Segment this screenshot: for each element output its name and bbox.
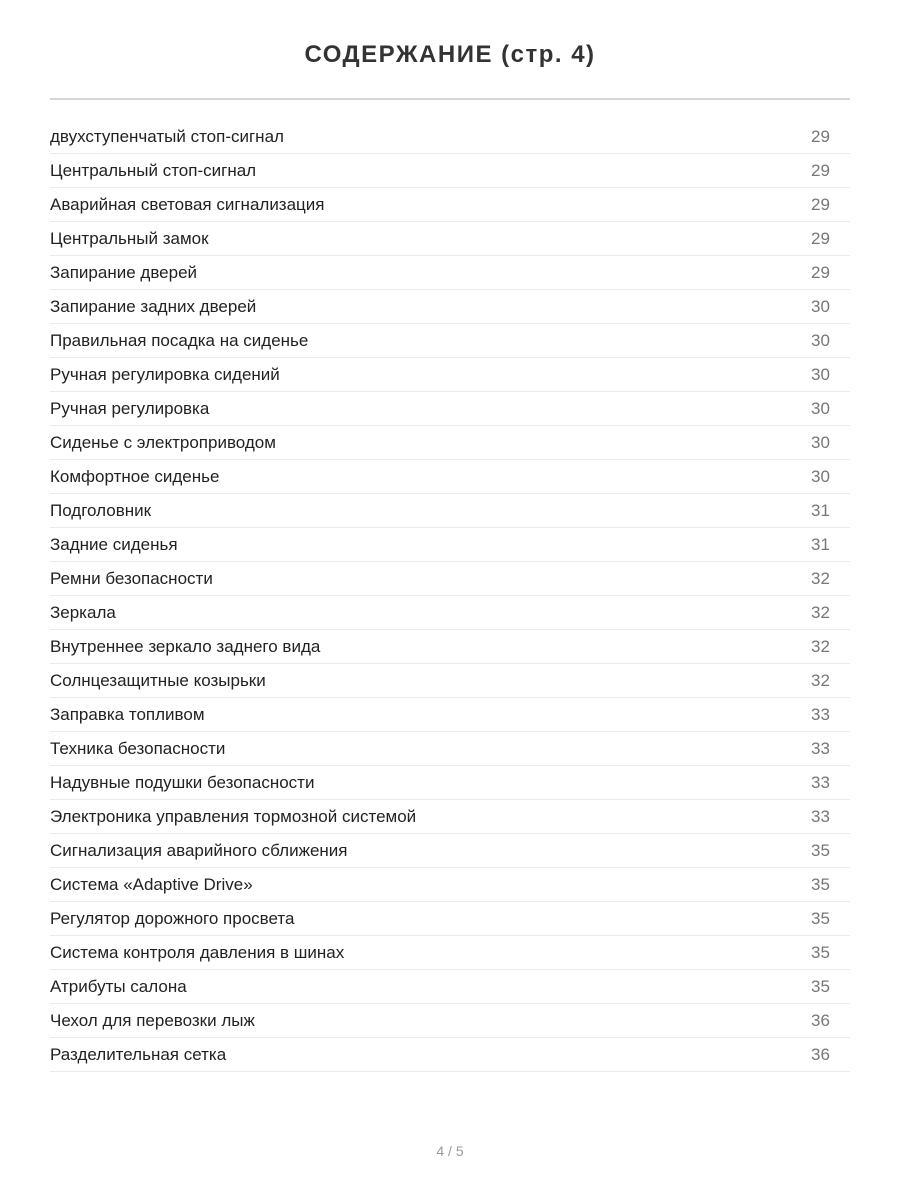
toc-entry-page-number: 29 (811, 194, 830, 214)
toc-entry-page-number: 35 (811, 976, 830, 996)
toc-entry-title: Система контроля давления в шинах (50, 942, 345, 962)
toc-entry-page-number: 29 (811, 160, 830, 180)
toc-entry-title: Электроника управления тормозной системой (50, 806, 417, 826)
toc-entry-page-number: 30 (811, 466, 830, 486)
toc-entry-title: Аварийная световая сигнализация (50, 194, 325, 214)
toc-entry-title: Задние сиденья (50, 534, 178, 554)
toc-entry-page-number: 35 (811, 874, 830, 894)
toc-entry[interactable] (50, 188, 850, 222)
toc-entry[interactable] (50, 460, 850, 494)
toc-entry-title: Запирание задних дверей (50, 296, 257, 316)
toc-entry-title: Надувные подушки безопасности (50, 772, 315, 792)
toc-entry[interactable] (50, 358, 850, 392)
toc-entry-title: Солнцезащитные козырьки (50, 670, 266, 690)
toc-entry-page-number: 29 (811, 126, 830, 146)
toc-entry[interactable] (50, 154, 850, 188)
toc-entry-title: Сиденье с электроприводом (50, 432, 276, 452)
toc-entry-page-number: 32 (811, 602, 830, 622)
toc-entry-page-number: 32 (811, 568, 830, 588)
toc-entry-title: Запирание дверей (50, 262, 198, 282)
toc-entry-page-number: 33 (811, 704, 830, 724)
toc-entry[interactable] (50, 120, 850, 154)
toc-entry-title: Разделительная сетка (50, 1044, 227, 1064)
toc-entry[interactable] (50, 902, 850, 936)
page-title: СОДЕРЖАНИЕ (стр. 4) (304, 41, 596, 68)
toc-entry[interactable] (50, 222, 850, 256)
title-divider (50, 98, 850, 100)
toc-entry-page-number: 30 (811, 330, 830, 350)
toc-entry-page-number: 35 (811, 942, 830, 962)
toc-entry-title: Ручная регулировка (50, 398, 210, 418)
toc-entry[interactable] (50, 664, 850, 698)
toc-entry[interactable] (50, 1004, 850, 1038)
toc-entry[interactable] (50, 426, 850, 460)
toc-entry-page-number: 31 (811, 534, 830, 554)
toc-entry[interactable] (50, 290, 850, 324)
toc-entry[interactable] (50, 256, 850, 290)
toc-entry[interactable] (50, 732, 850, 766)
toc-entry-title: Ремни безопасности (50, 568, 213, 588)
toc-entry-title: Техника безопасности (50, 738, 226, 758)
toc-entry[interactable] (50, 528, 850, 562)
toc-entry[interactable] (50, 562, 850, 596)
toc-entry-title: Центральный стоп-сигнал (50, 160, 257, 180)
toc-entry[interactable] (50, 324, 850, 358)
toc-entry-page-number: 35 (811, 908, 830, 928)
toc-entry-title: Регулятор дорожного просвета (50, 908, 295, 928)
toc-entry-page-number: 33 (811, 806, 830, 826)
toc-entry-title: Центральный замок (50, 228, 209, 248)
toc-entry-page-number: 35 (811, 840, 830, 860)
toc-entry-title: Атрибуты салона (50, 976, 187, 996)
toc-entry-title: Чехол для перевозки лыж (50, 1010, 255, 1030)
toc-entry-title: Комфортное сиденье (50, 466, 220, 486)
toc-entry[interactable] (50, 766, 850, 800)
toc-entry-page-number: 32 (811, 636, 830, 656)
toc-entry-page-number: 36 (811, 1044, 830, 1064)
toc-entry[interactable] (50, 800, 850, 834)
toc-entry-page-number: 33 (811, 738, 830, 758)
toc-entry-page-number: 36 (811, 1010, 830, 1030)
toc-entry-title: Ручная регулировка сидений (50, 364, 280, 384)
toc-entry-page-number: 30 (811, 364, 830, 384)
page-number: 4 / 5 (436, 1143, 464, 1159)
toc-entry-page-number: 32 (811, 670, 830, 690)
toc-entry[interactable] (50, 630, 850, 664)
toc-entry-title: Правильная посадка на сиденье (50, 330, 309, 350)
table-of-contents (50, 120, 850, 1072)
toc-entry-title: Система «Adaptive Drive» (50, 874, 253, 894)
toc-entry-title: двухступенчатый стоп-сигнал (50, 126, 284, 146)
toc-entry-page-number: 30 (811, 432, 830, 452)
toc-entry[interactable] (50, 936, 850, 970)
toc-entry-page-number: 33 (811, 772, 830, 792)
toc-entry-page-number: 29 (811, 262, 830, 282)
toc-entry[interactable] (50, 970, 850, 1004)
toc-entry[interactable] (50, 868, 850, 902)
toc-entry-title: Зеркала (50, 602, 116, 622)
toc-entry-title: Внутреннее зеркало заднего вида (50, 636, 321, 656)
toc-entry[interactable] (50, 494, 850, 528)
toc-entry[interactable] (50, 698, 850, 732)
toc-entry-page-number: 29 (811, 228, 830, 248)
toc-entry[interactable] (50, 834, 850, 868)
toc-entry-title: Заправка топливом (50, 704, 205, 724)
toc-entry-page-number: 30 (811, 296, 830, 316)
toc-entry[interactable] (50, 596, 850, 630)
toc-entry[interactable] (50, 392, 850, 426)
toc-entry-title: Сигнализация аварийного сближения (50, 840, 348, 860)
toc-entry[interactable] (50, 1038, 850, 1072)
toc-entry-title: Подголовник (50, 500, 152, 520)
toc-entry-page-number: 31 (811, 500, 830, 520)
toc-entry-page-number: 30 (811, 398, 830, 418)
